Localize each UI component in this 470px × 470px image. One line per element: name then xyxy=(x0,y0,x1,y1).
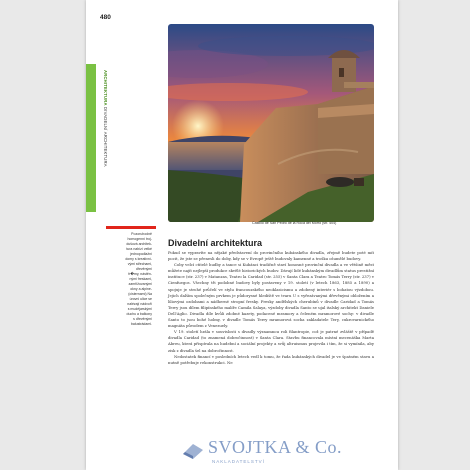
sidebar-line: nými freskami, xyxy=(129,277,152,281)
sidebar-line: jednopodlažní xyxy=(130,252,152,256)
book-logo-icon xyxy=(182,440,204,460)
sidebar-line: s dřevěnými xyxy=(133,317,152,321)
paragraph: V 19. století hrála v souvislosti s divadly významnou roli filantropie, což je patrné zvláště v případě divadla Caridad (to znamená dobročinnost) v Santa Clara. Stavbu financovala místní mecenáška Marta Abreu, která přispívala na hudební a sociální projekty a svůj altruismus projevila i tím, že si vymínila, aby zisk z divadla šel na dobročinnost. xyxy=(168,329,374,353)
sidebar-line: nalézají nádvoří xyxy=(127,302,152,306)
sidebar-line: s mudéjarskými xyxy=(127,307,152,311)
page-number: 480 xyxy=(100,14,111,21)
sidebar-line: (cisternami) Na xyxy=(128,292,152,296)
sidebar-line: homogenní troj- xyxy=(127,237,152,241)
paragraph: Nedostatek financí v posledních letech vedl k tomu, že řada kubánských divadel je ve špatném stavu a nutně potřebuje rekonstrukci. Ne xyxy=(168,353,374,365)
sidebar-line: zamřížovanými xyxy=(128,282,152,286)
sidebar-line: Pozoruhodně xyxy=(131,232,152,236)
sidebar-red-rule xyxy=(106,226,156,229)
sidebar-line: okny a alpine- xyxy=(130,287,152,291)
paragraph: Coby velcí ctitelé hudby a tance si Kubánci tradičně staví honosné provinční divadla a ve většině měst můžete najít nejlepší produkce skvělé historických budov. Dávají lidé kubánským divadlům status prestižní instituce (str. 237) v Matanzas, Teatro la Caridad (str. 255) v Santa Clara a Teatro Tomás Terry (str. 237) v Cienfuegos. Všechny tři podobné budovy byly postaveny v 19. století (v letech 1863, 1885 a 1890) a spojuje je strohé průčelí ve stylu francouzského neoklasicismu a zdobený interiér s bohatou výzdobou. Jejich dalším společným prvkem je půdorysné hlediště ve tvaru U s vyřezávanými dřevěnými obložením a liliovými ozdobami a nádherné stropní fresky. Fresky andělských cherubínů v divadle Caridad a Tomás Terry jsou dílem filipínského malíře Camila Salaya, výzdoby divadla Santo se ujal italský architekt Daniele Dell'Aglio. Divadla díle kvůli zdobné kazety, podacené mramory a čeleném mramorové sochy: v divadle Santo to jsou bohé holmy, v divadle Tomás Terry mramorová socha zakladatele Tery, cukrovarnického magnáta původem z Venezuely. xyxy=(168,262,374,329)
publisher-watermark xyxy=(182,437,372,467)
sidebar-line: duchu a balkony xyxy=(126,312,152,316)
sidebar-line: balustrádami. xyxy=(130,322,152,326)
publisher-name: SVOJTKA & Co. xyxy=(208,437,343,457)
section-tab-label xyxy=(98,70,108,210)
paragraph: Pokud se vypravíte na nějaké představení do provinčního kubánského divadla, zřejmě budete poté mít pocit, že jste se přenesli do doby, kdy se v Evropě ještě budovaly kamenné a trošku ošumělé budovy. xyxy=(168,250,374,262)
publisher-tagline: NAKLADATELSTVÍ xyxy=(212,459,265,464)
book-page xyxy=(86,0,398,470)
section-tab-rest: DIVADELNÍ ARCHITEKTURA xyxy=(103,105,108,167)
sidebar-line: úrovni ulice se xyxy=(129,297,152,301)
sidebar-note xyxy=(108,232,152,327)
sidebar-line: domy s kreativní- xyxy=(125,257,152,261)
sidebar-line: fr�my, nástěn- xyxy=(128,272,152,276)
photo-caption: Castillo de San Pedro de la Roca del Morro (str. 404) xyxy=(252,221,337,225)
section-tab-bold: ARCHITEKTURA xyxy=(103,70,108,106)
sidebar-line: vými střechami, xyxy=(127,262,152,266)
castle-photo xyxy=(168,24,374,222)
article-body xyxy=(168,250,374,366)
sidebar-line: dřevěnými xyxy=(135,267,152,271)
section-color-tab xyxy=(86,64,96,212)
sidebar-line: dušová architek- xyxy=(126,242,152,246)
section-heading: Divadelní architektura xyxy=(168,238,263,248)
sidebar-line: tura nabízí velké xyxy=(126,247,152,251)
